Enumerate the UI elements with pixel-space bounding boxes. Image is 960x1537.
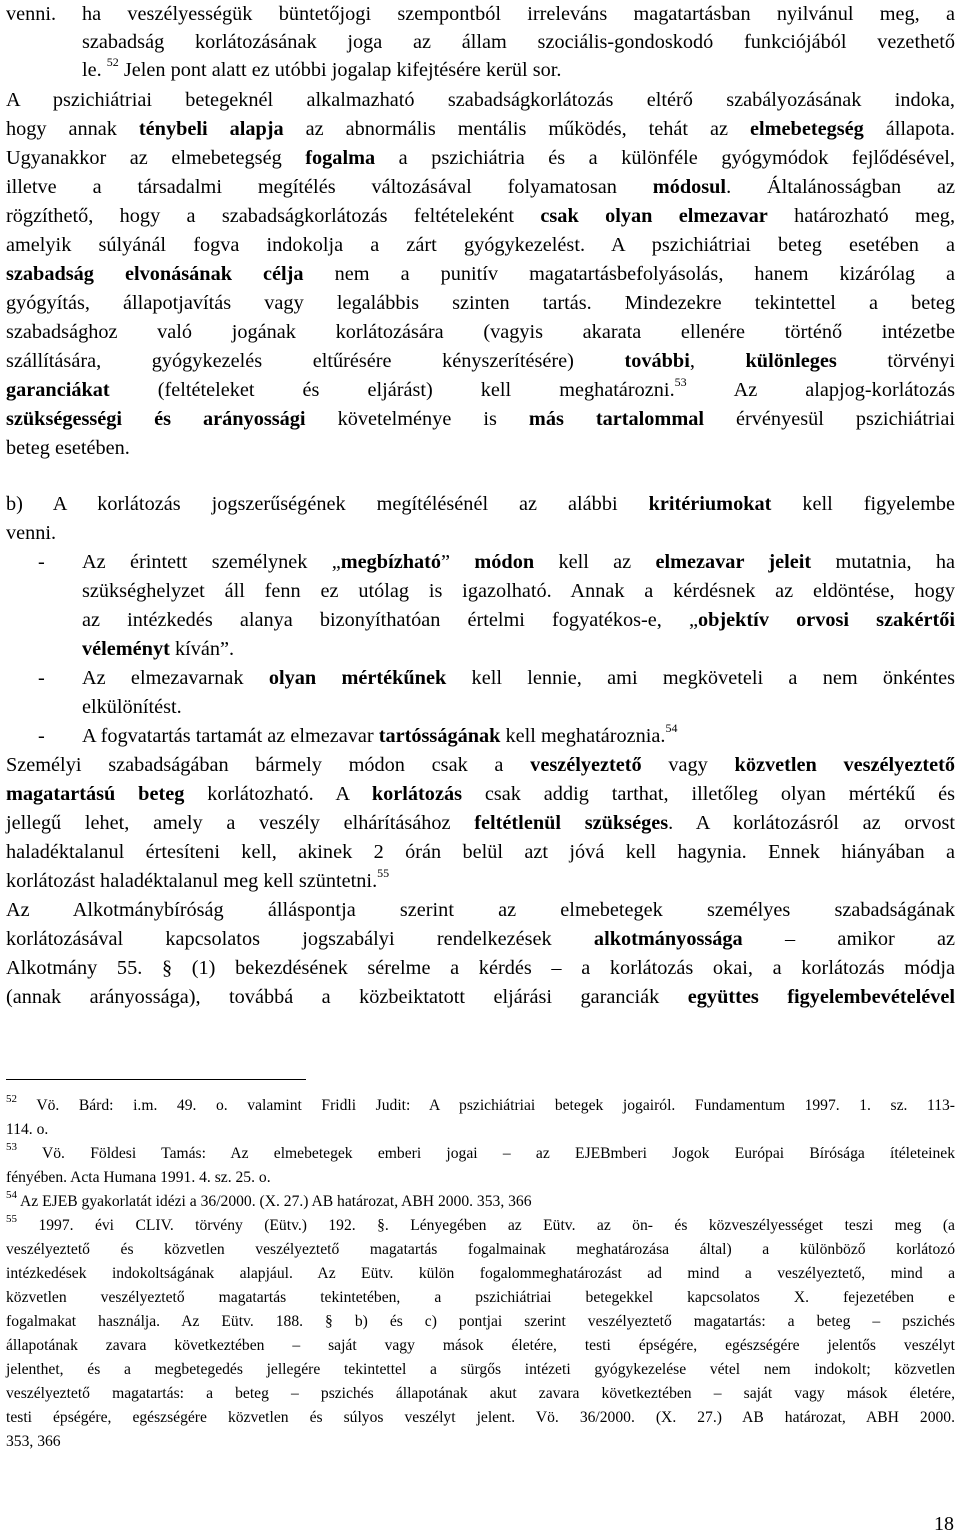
- footnote: $^{55}$ 1997. évi CLIV. törvény (Eütv.) 192. §. Lényegében az Eütv. az ön- és közveszélyességet teszi meg (a: [6, 1212, 955, 1234]
- footnote: veszélyeztető magatartás: a beteg – pszichés állapotának akut zavara következtében – saját vagy mások életére,: [6, 1385, 955, 1402]
- footnote: $^{53}$ Vö. Földesi Tamás: Az elmebetegek emberi jogai – az EJEBmberi Jogok Európai Bírósága ítéleteinek: [6, 1140, 955, 1162]
- body-line: ha veszélyességük büntetőjogi szempontból irreleváns magatartásban nyilvánul meg, a: [82, 3, 955, 25]
- body-line: szükséghelyzet áll fenn ez utólag is igazolható. Annak a kérdésnek az eldöntése, hogy: [82, 580, 955, 602]
- body-line: A fogvatartás tartamát az elmezavar tartósságának kell meghatároznia.$^{54}$: [82, 721, 678, 747]
- list-dash: -: [38, 667, 45, 689]
- body-line: le. $^{52}$ Jelen pont alatt ez utóbbi jogalap kifejtésére kerül sor.: [82, 55, 562, 81]
- list-dash: venni.: [6, 3, 57, 25]
- body-line: A pszichiátriai betegeknél alkalmazható szabadságkorlátozás eltérő szabályozásának indoka,: [6, 89, 955, 111]
- list-dash: -: [38, 551, 45, 573]
- footnote: $^{54}$ Az EJEB gyakorlatát idézi a 36/2000. (X. 27.) AB határozat, ABH 2000. 353, 366: [6, 1188, 532, 1210]
- body-line: Ugyanakkor az elmebetegség fogalma a pszichiátria és a különféle gyógymódok fejlődésével,: [6, 147, 955, 169]
- body-line: haladéktalanul értesíteni kell, akinek 2 órán belül azt jóvá kell hagynia. Ennek hiányában a: [6, 841, 955, 863]
- body-line: garanciákat (feltételeket és eljárást) kell meghatározni.$^{53}$ Az alapjog-korlátozás: [6, 375, 956, 401]
- body-line: hogy annak ténybeli alapja az abnormális mentális működés, tehát az elmebetegség állapota.: [6, 118, 955, 140]
- list-dash: -: [38, 725, 45, 747]
- body-line: magatartású beteg korlátozható. A korlátozás csak addig tarthat, illetőleg olyan mértékű és: [6, 783, 955, 805]
- body-line: Az elmezavarnak olyan mértékűnek kell lennie, ami megköveteli a nem önkéntes: [82, 667, 955, 689]
- body-line: szabadsághoz való jogának korlátozására (vagyis akarata ellenére történő intézetbe: [6, 321, 955, 343]
- footnote: testi épségére, egészségére közvetlen és súlyos veszélyt jelent. Vö. 36/2000. (X. 27.) AB határozat, ABH 2000.: [6, 1409, 955, 1426]
- body-line: szállítására, gyógykezelés eltűrésére kényszerítésére) további, különleges törvényi: [6, 350, 955, 372]
- footnote: $^{52}$ Vö. Bárd: i.m. 49. o. valamint Fridli Judit: A pszichiátriai betegek jogairól. Fundamentum 1997. 1. sz. 113-: [6, 1092, 955, 1114]
- body-line: elkülönítést.: [82, 696, 182, 718]
- body-line: b) A korlátozás jogszerűségének megítélésénél az alábbi kritériumokat kell figyelembe: [6, 493, 955, 515]
- footnote-ref[interactable]: 52: [106, 55, 119, 70]
- body-line: szabadság korlátozásának joga az állam szociális-gondoskodó funkciójából vezethető: [82, 31, 955, 53]
- footnote-ref[interactable]: 53: [674, 375, 687, 390]
- body-line: venni.: [6, 522, 57, 544]
- body-line: Az érintett személynek „megbízható” módon kell az elmezavar jeleit mutatnia, ha: [82, 551, 955, 573]
- body-line: rögzíthető, hogy a szabadságkorlátozás feltételeként csak olyan elmezavar határozható meg,: [6, 205, 956, 227]
- footnote: fogalmakat használja. Az Eütv. 188. § b) és c) pontjai szerint veszélyeztető magatartás: a beteg – pszichés: [6, 1313, 955, 1330]
- body-line: amelyik súlyánál fogva indokolja a zárt gyógykezelést. A pszichiátriai beteg esetében a: [6, 234, 955, 256]
- footnote: 114. o.: [6, 1121, 49, 1138]
- page-number: 18: [934, 1513, 954, 1535]
- body-line: véleményt kíván”.: [82, 638, 235, 660]
- footnote: intézkedések indokoltságának alapjául. Az Eütv. külön fogalommeghatározást ad mind a veszélyeztető, mind a: [6, 1265, 955, 1282]
- body-line: Alkotmány 55. § (1) bekezdésének sérelme a kérdés – a korlátozás okai, a korlátozás módja: [6, 957, 955, 979]
- footnote: veszélyeztető és közvetlen veszélyeztető magatartás fogalmainak meghatározása által) a különböző korlátozó: [6, 1241, 955, 1258]
- body-line: Az Alkotmánybíróság álláspontja szerint az elmebetegek személyes szabadságának: [6, 899, 955, 921]
- footnote-ref[interactable]: 54: [665, 721, 678, 736]
- body-line: szükségességi és arányossági követelménye is más tartalommal érvényesül pszichiátriai: [6, 408, 956, 430]
- body-line: korlátozásával kapcsolatos jogszabályi rendelkezések alkotmányossága – amikor az: [6, 928, 955, 950]
- body-line: Személyi szabadságában bármely módon csak a veszélyeztető vagy közvetlen veszélyeztető: [6, 754, 955, 776]
- footnote-separator: [6, 1079, 306, 1080]
- footnote: 353, 366: [6, 1433, 61, 1450]
- body-line: (annak arányossága), továbbá a közbeiktatott eljárási garanciák együttes figyelembevételével: [6, 986, 955, 1008]
- body-line: jellegű lehet, amely a veszély elhárításához feltétlenül szükséges. A korlátozásról az orvost: [6, 812, 955, 834]
- footnote: fényében. Acta Humana 1991. 4. sz. 25. o.: [6, 1169, 271, 1186]
- body-line: az intézkedés alanya bizonyíthatóan értelmi fogyatékos-e, „objektív orvosi szakértői: [82, 609, 955, 631]
- body-line: beteg esetében.: [6, 437, 130, 459]
- footnote: állapotának zavara következtében – saját vagy mások életére, testi épségére, egészségére jelentős veszélyt: [6, 1337, 955, 1354]
- body-line: korlátozást haladéktalanul meg kell szüntetni.$^{55}$: [6, 866, 390, 892]
- footnote-ref[interactable]: 55: [377, 866, 390, 881]
- body-line: szabadság elvonásának célja nem a punitív magatartásbefolyásolás, hanem kizárólag a: [6, 263, 956, 285]
- footnote: közvetlen veszélyeztető magatartás tekintetében, a pszichiátriai betegekkel kapcsolatos X. fejezetében e: [6, 1289, 955, 1306]
- footnote: jelenthet, és a megbetegedés jellegére tekintettel a sürgős intézeti gyógykezelése vétel nem indokolt; közvetlen: [6, 1361, 955, 1378]
- body-line: gyógyítás, állapotjavítás vagy legalábbis szinten tartás. Mindezekre tekintettel a beteg: [6, 292, 955, 314]
- body-line: illetve a társadalmi megítélés változásával folyamatosan módosul. Általánosságban az: [6, 176, 955, 198]
